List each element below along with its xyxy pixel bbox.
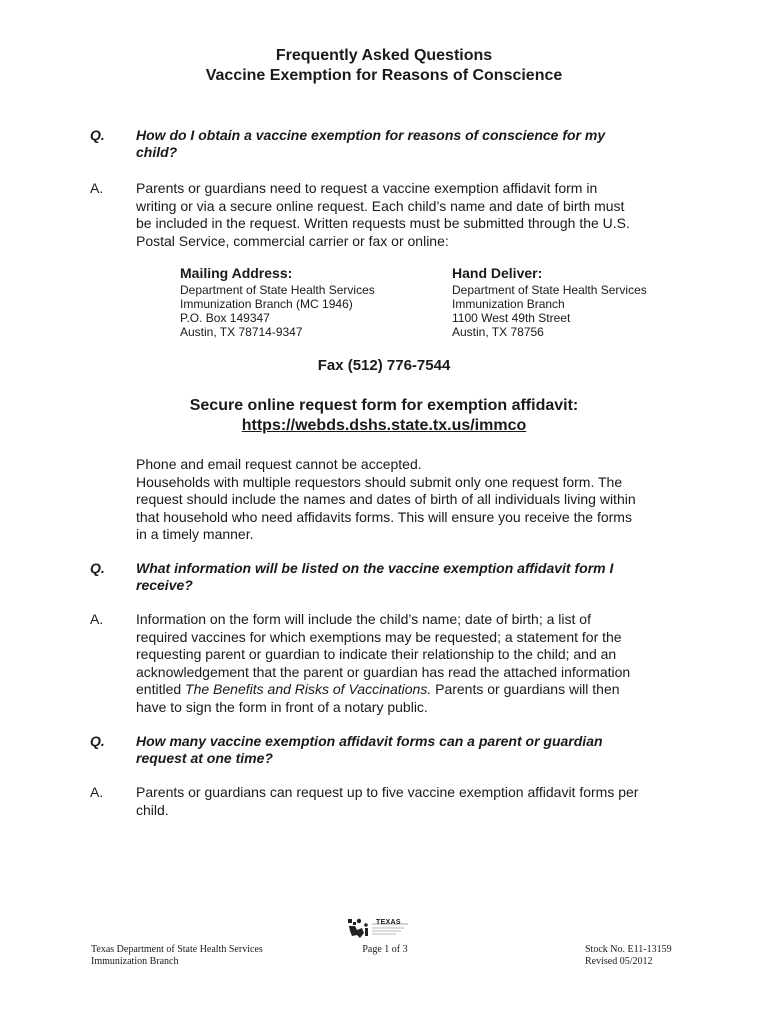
- page-title: Frequently Asked Questions: [275, 47, 493, 64]
- question-1: [136, 127, 676, 161]
- note-line: in a timely manner.: [136, 526, 254, 542]
- address-line: 1100 West 49th Street: [452, 311, 571, 325]
- answer-line: writing or via a secure online request. Each child’s name and date of birth must: [136, 197, 625, 214]
- address-line: P.O. Box 149347: [180, 311, 270, 325]
- answer-line: child.: [136, 801, 169, 818]
- question-line: How do I obtain a vaccine exemption for reasons of conscience for my: [136, 127, 606, 143]
- address-line: Immunization Branch: [452, 297, 565, 311]
- answer-line: requesting parent or guardian to indicate their relationship to the child; and an: [136, 646, 617, 662]
- mailing-address-heading: Mailing Address:: [180, 265, 293, 281]
- address-line: Austin, TX 78756: [452, 325, 544, 339]
- question-2: [136, 560, 676, 594]
- footer-organization: [91, 944, 263, 967]
- hand-deliver-block: [452, 283, 647, 339]
- answer-line: acknowledgement that the parent or guardian has read the attached information: [136, 663, 631, 680]
- footer-line: Texas Department of State Health Services: [91, 944, 263, 955]
- question-label: Q.: [90, 127, 105, 143]
- answer-label: A.: [90, 611, 104, 627]
- question-line: request at one time?: [136, 750, 273, 766]
- publication-title: The Benefits and Risks of Vaccinations.: [185, 681, 432, 697]
- revision-date: Revised 05/2012: [585, 955, 653, 967]
- page-number: Page 1 of 3: [362, 944, 408, 955]
- answer-label: A.: [90, 180, 104, 196]
- question-label: Q.: [90, 733, 105, 749]
- answer-line: have to sign the form in front of a notary public.: [136, 698, 428, 715]
- answer-line: required vaccines for which exemptions may be requested; a statement for the: [136, 628, 622, 645]
- answer-line: Information on the form will include the child’s name; date of birth; a list of: [136, 611, 591, 627]
- note-line: Households with multiple requestors should submit only one request form. The: [136, 473, 623, 490]
- answer-line: Parents or guardians can request up to five vaccine exemption affidavit forms per: [136, 784, 639, 800]
- answer-line: be included in the request. Written requests must be submitted through the U.S.: [136, 215, 630, 231]
- question-line: receive?: [136, 577, 193, 593]
- footer-line: Immunization Branch: [91, 955, 179, 967]
- question-line: How many vaccine exemption affidavit forms can a parent or guardian: [136, 733, 603, 749]
- answer-text: entitled: [136, 681, 186, 697]
- mailing-address-block: [180, 283, 375, 339]
- online-request-link[interactable]: https://webds.dshs.state.tx.us/immco: [241, 417, 527, 434]
- question-label: Q.: [90, 560, 105, 576]
- address-line: Austin, TX 78714-9347: [180, 325, 303, 339]
- note-line: Phone and email request cannot be accepted.: [136, 456, 422, 472]
- question-line: child?: [136, 144, 178, 160]
- question-3: [136, 733, 676, 767]
- address-line: Department of State Health Services: [452, 283, 647, 297]
- answer-3: [136, 784, 686, 819]
- answer-line: Parents or guardians need to request a vaccine exemption affidavit form in: [136, 180, 598, 196]
- answer-1: [136, 180, 686, 250]
- answer-line: [136, 681, 686, 699]
- online-request-heading: Secure online request form for exemption affidavit:: [189, 397, 579, 414]
- answer-label: A.: [90, 784, 104, 800]
- note-line: that household who need affidavits forms. This will ensure you receive the forms: [136, 508, 632, 525]
- logo-text: TEXAS: [376, 919, 401, 926]
- page-subtitle: Vaccine Exemption for Reasons of Conscience: [205, 67, 563, 84]
- answer-text: Parents or guardians will then: [431, 681, 620, 697]
- address-line: Immunization Branch (MC 1946): [180, 297, 353, 311]
- question-line: What information will be listed on the vaccine exemption affidavit form I: [136, 560, 614, 576]
- stock-number: Stock No. E11-13159: [585, 944, 672, 955]
- hand-deliver-heading: Hand Deliver:: [452, 265, 543, 281]
- answer-2: [136, 611, 686, 716]
- note-line: request should include the names and dates of birth of all individuals living within: [136, 491, 636, 507]
- address-line: Department of State Health Services: [180, 283, 375, 297]
- fax-number: Fax (512) 776-7544: [317, 357, 451, 374]
- answer-line: Postal Service, commercial carrier or fax or online:: [136, 232, 449, 249]
- footer-stock-info: [585, 944, 672, 967]
- request-notes: [136, 456, 686, 544]
